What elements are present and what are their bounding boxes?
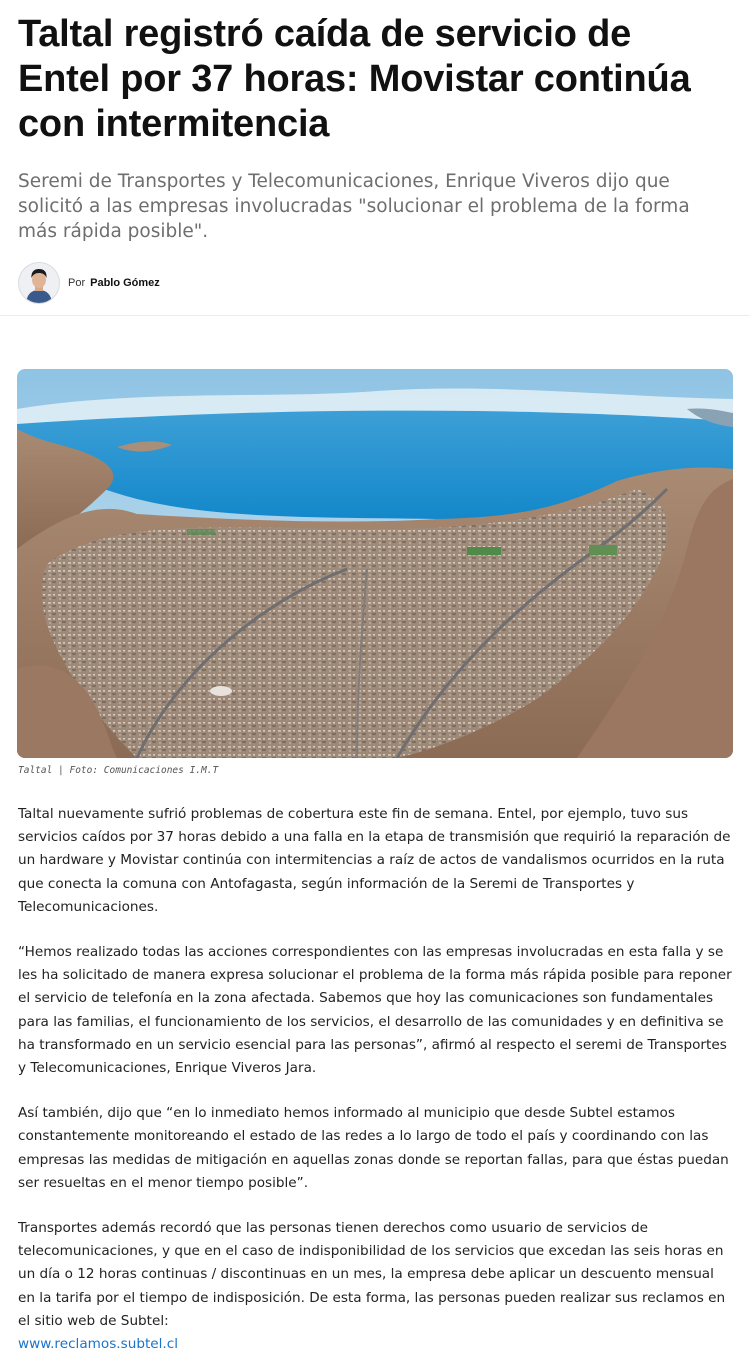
article-photo	[17, 369, 733, 758]
body-paragraph: “Hemos realizado todas las acciones correspondientes con las empresas involucradas en esta falla y se les ha solicitado de manera expresa solucionar el problema de la forma más rápida posible para reponer el servicio de telefonía en la zona afectada. Sabemos que hoy las comunicaciones son fundamentales para las familias, el funcionamiento de los servicios, el desarrollo de las comunidades y en definitiva se ha transformado en un servicio esencial para las personas”, afirmó al respecto el seremi de Transportes y Telecomunicaciones, Enrique Viveros Jara.	[18, 944, 732, 1077]
photo-caption: Taltal | Foto: Comunicaciones I.M.T	[18, 765, 219, 776]
body-paragraph: Así también, dijo que “en lo inmediato hemos informado al municipio que desde Subtel estamos constantemente monitoreando el estado de las redes a lo largo de todo el país y coordinando con las empresas las medidas de mitigación en aquellas zonas donde se reportan fallas, para que éstas puedan ser resueltas en el menor tiempo posible”.	[18, 1105, 729, 1191]
article-body	[18, 803, 732, 1356]
byline-prefix: Por	[68, 277, 86, 289]
body-paragraph-text: Transportes además recordó que las personas tienen derechos como usuario de servicios de telecomunicaciones, y que en el caso de indisponibilidad de los servicios que excedan las seis horas en un día o 12 horas continuas / discontinuas en un mes, la empresa debe aplicar un descuento mensual en la tarifa por el tiempo de indisposición. De esta forma, las personas pueden realizar sus reclamos en el sitio web de Subtel:	[18, 1220, 726, 1329]
body-paragraph: Taltal nuevamente sufrió problemas de cobertura este fin de semana. Entel, por ejemplo, tuvo sus servicios caídos por 37 horas debido a una falla en la etapa de transmisión que requirió la reparación de un hardware y Movistar continúa con intermitencias a raíz de actos de vandalismos ocurridos en la ruta que conecta la comuna con Antofagasta, según información de la Seremi de Transportes y Telecomunicaciones.	[18, 806, 731, 915]
header-divider	[0, 315, 750, 316]
subtel-link[interactable]: www.reclamos.subtel.cl	[18, 1336, 178, 1353]
article-header	[0, 12, 750, 304]
article-headline: Taltal registró caída de servicio de Entel por 37 horas: Movistar continúa con intermitencia	[18, 13, 691, 145]
author-avatar[interactable]	[18, 262, 60, 304]
author-name[interactable]: Pablo Gómez	[90, 277, 160, 289]
article-subtitle: Seremi de Transportes y Telecomunicaciones, Enrique Viveros dijo que solicitó a las empresas involucradas "solucionar el problema de la forma más rápida posible".	[18, 171, 690, 242]
byline	[18, 262, 732, 304]
body-paragraph	[18, 1217, 732, 1356]
